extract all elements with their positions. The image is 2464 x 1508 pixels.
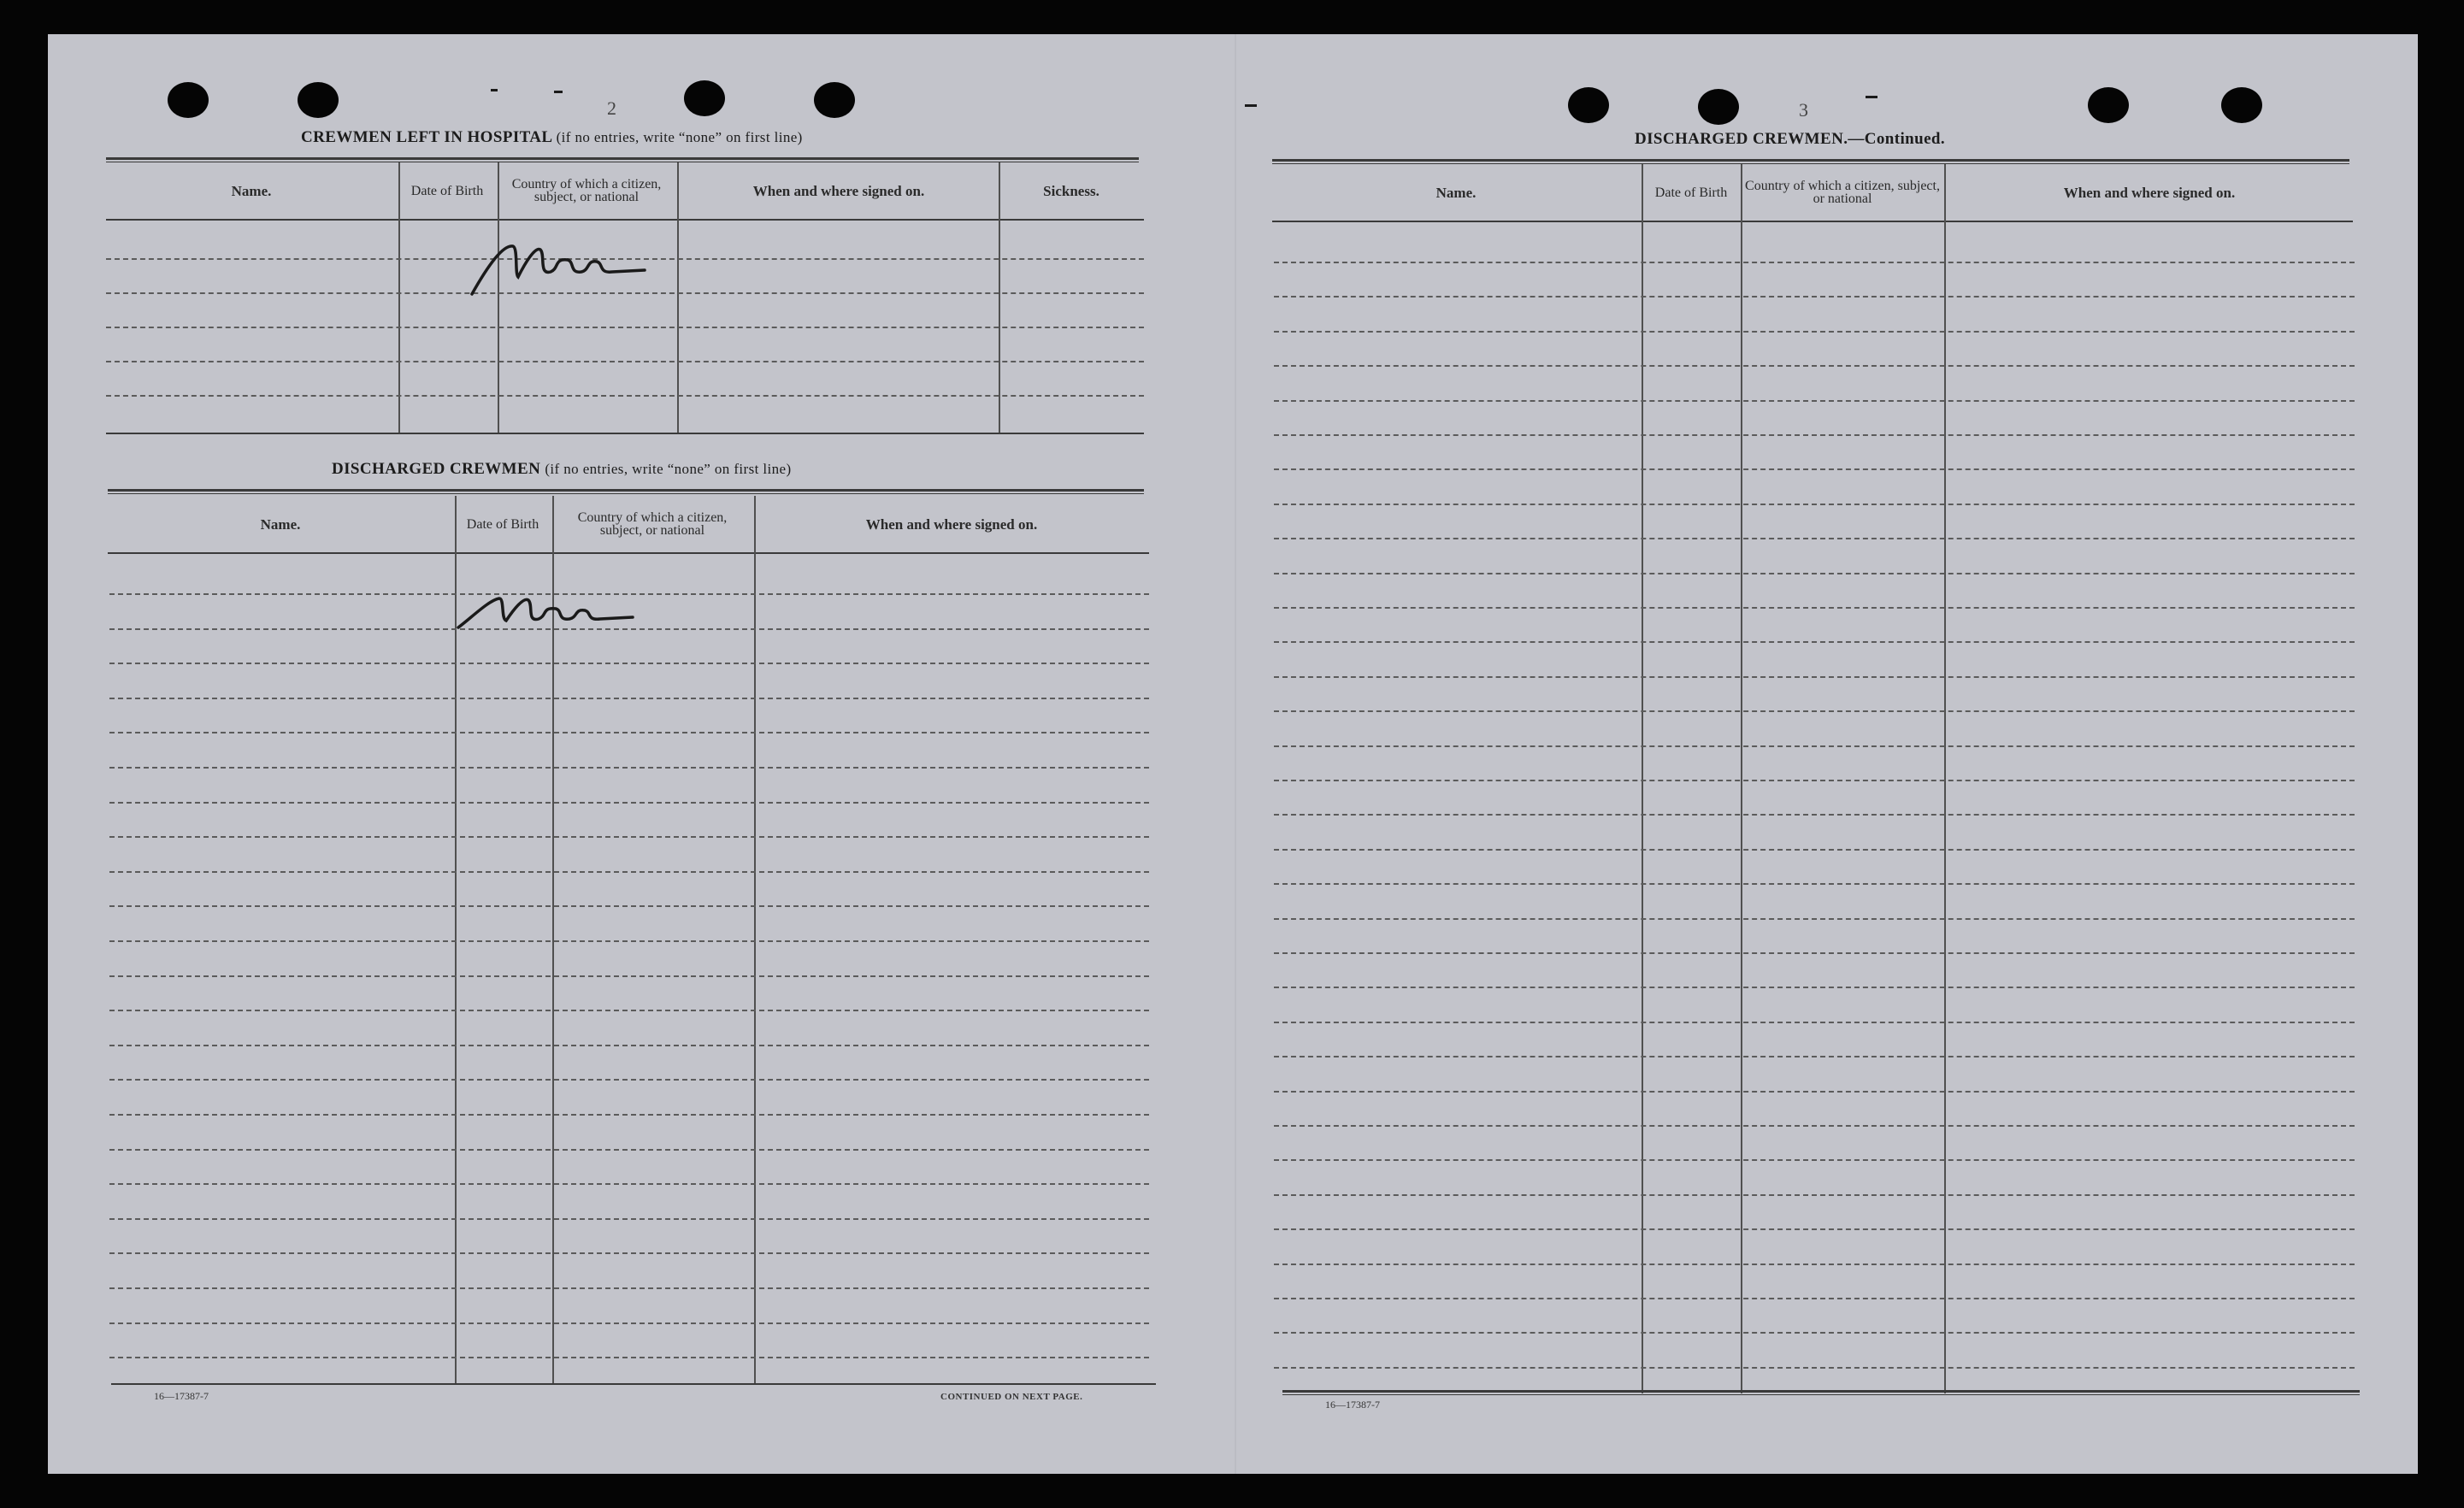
hospital-title-note: (if no entries, write “none” on first line) [556, 129, 803, 145]
ink-speck [1866, 96, 1877, 98]
col-header-signed: When and where signed on. [2063, 184, 2236, 201]
entry-row [1274, 883, 2355, 885]
punch-hole [298, 82, 339, 118]
entry-row [1274, 331, 2355, 333]
hospital-section-title [301, 128, 803, 147]
entry-row [1274, 262, 2355, 263]
discharged-section-title [332, 460, 792, 479]
entry-row [109, 1322, 1149, 1324]
column-divider [999, 162, 1000, 434]
entry-row [1274, 1056, 2355, 1057]
ink-speck [554, 91, 563, 93]
col-header-dob: Date of Birth [466, 516, 539, 532]
punch-hole [684, 80, 725, 116]
entry-row [1274, 745, 2355, 747]
ink-speck [1245, 104, 1257, 107]
entry-row [109, 836, 1149, 838]
entry-row [1274, 710, 2355, 712]
entry-row [109, 1183, 1149, 1185]
entry-row [1274, 365, 2355, 367]
punch-hole [2088, 87, 2129, 123]
entry-row [109, 940, 1149, 942]
section-bottom-rule [1282, 1390, 2360, 1393]
entry-row [1274, 1194, 2355, 1196]
section-bottom-rule [106, 433, 1144, 434]
entry-row [109, 905, 1149, 907]
header-rule [108, 489, 1144, 492]
entry-row [109, 698, 1149, 699]
entry-row [1274, 1367, 2355, 1369]
continued-note: CONTINUED ON NEXT PAGE. [940, 1392, 1083, 1402]
entry-row [1274, 918, 2355, 920]
col-header-signed: When and where signed on. [865, 515, 1038, 533]
entry-row [109, 1114, 1149, 1116]
col-header-signed: When and where signed on. [752, 182, 925, 199]
entry-row [109, 1079, 1149, 1081]
entry-row [106, 395, 1144, 397]
entry-row [109, 1149, 1149, 1151]
section-bottom-rule [111, 1383, 1156, 1385]
col-header-country: Country of which a citizen, subject, or national [511, 177, 662, 204]
entry-row [1274, 400, 2355, 402]
entry-row [1274, 1228, 2355, 1230]
discharged-continued-title: DISCHARGED CREWMEN.—Continued. [1635, 130, 1946, 148]
col-header-name: Name. [260, 515, 301, 533]
entry-row [1274, 504, 2355, 505]
entry-row [1274, 1091, 2355, 1093]
page-fold [1235, 34, 1236, 1474]
entry-row [109, 1252, 1149, 1254]
punch-hole [2221, 87, 2262, 123]
entry-row [1274, 296, 2355, 297]
punch-hole [1568, 87, 1609, 123]
entry-row [1274, 849, 2355, 851]
entry-row [1274, 434, 2355, 436]
header-bottom-rule [106, 219, 1144, 221]
entry-row [1274, 987, 2355, 988]
entry-row [1274, 573, 2355, 574]
entry-row [1274, 538, 2355, 539]
entry-row [1274, 780, 2355, 781]
col-header-name: Name. [231, 182, 272, 199]
entry-row [109, 802, 1149, 804]
entry-row [109, 767, 1149, 769]
discharged-title-note: (if no entries, write “none” on first line) [545, 461, 792, 477]
entry-row [109, 1045, 1149, 1046]
entry-row [1274, 952, 2355, 954]
entry-row [1274, 1332, 2355, 1334]
header-bottom-rule [108, 552, 1149, 554]
entry-row [1274, 1264, 2355, 1265]
handwritten-none-signature [462, 233, 650, 301]
entry-row [1274, 468, 2355, 470]
entry-row [109, 663, 1149, 664]
page-number: 3 [1799, 99, 1808, 121]
col-header-dob: Date of Birth [1654, 185, 1728, 200]
document-sheet [48, 34, 2418, 1474]
entry-row [1274, 1159, 2355, 1161]
punch-hole [814, 82, 855, 118]
entry-row [1274, 1022, 2355, 1023]
header-rule [1272, 159, 2349, 162]
entry-row [1274, 676, 2355, 678]
discharged-title-text: DISCHARGED CREWMEN [332, 460, 541, 478]
entry-row [109, 1287, 1149, 1289]
header-bottom-rule [1272, 221, 2353, 222]
entry-row [109, 732, 1149, 733]
punch-hole [168, 82, 209, 118]
column-divider [1944, 164, 1946, 1393]
form-number: 16—17387-7 [154, 1390, 209, 1402]
column-divider [398, 162, 400, 434]
entry-row [109, 1010, 1149, 1011]
entry-row [1274, 1298, 2355, 1299]
hospital-title-text: CREWMEN LEFT IN HOSPITAL [301, 128, 552, 146]
entry-row [109, 975, 1149, 977]
entry-row [1274, 814, 2355, 816]
col-header-country: Country of which a citizen, subject, or national [1745, 179, 1940, 206]
punch-hole [1698, 89, 1739, 125]
entry-row [1274, 641, 2355, 643]
entry-row [106, 327, 1144, 328]
entry-row [109, 871, 1149, 873]
handwritten-none-signature [451, 586, 640, 638]
header-rule [106, 157, 1139, 160]
col-header-name: Name. [1435, 184, 1477, 201]
col-header-country: Country of which a citizen, subject, or national [577, 510, 728, 538]
entry-row [1274, 1125, 2355, 1127]
entry-row [106, 361, 1144, 362]
column-divider [1741, 164, 1742, 1393]
ink-speck [491, 89, 498, 91]
entry-row [1274, 607, 2355, 609]
col-header-dob: Date of Birth [410, 183, 484, 198]
page-number: 2 [607, 97, 616, 119]
entry-row [109, 1218, 1149, 1220]
col-header-sickness: Sickness. [1043, 182, 1099, 199]
column-divider [1642, 164, 1643, 1393]
entry-row [109, 1357, 1149, 1358]
column-divider [677, 162, 679, 434]
form-number: 16—17387-7 [1325, 1399, 1380, 1411]
